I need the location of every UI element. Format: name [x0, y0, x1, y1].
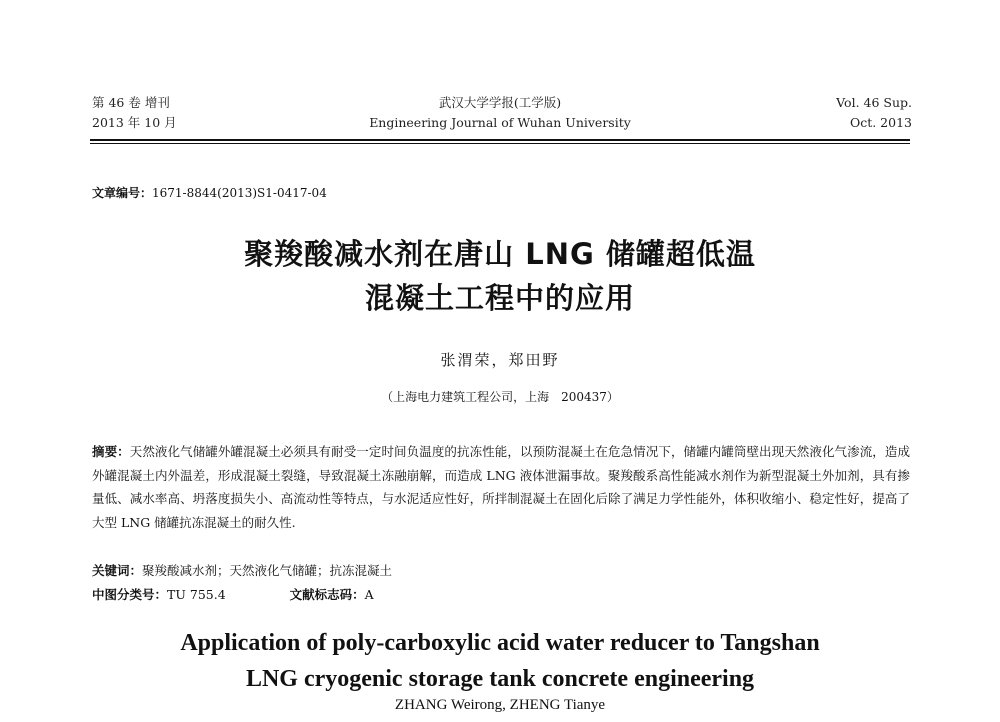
date-cn: 2013 年 10 月: [92, 115, 177, 130]
keywords: [92, 561, 392, 579]
article-number-value: 1671-8844(2013)S1-0417-04: [152, 186, 327, 200]
abstract-text: 天然液化气储罐外罐混凝土必须具有耐受一定时间负温度的抗冻性能，以预防混凝土在危急情况下，储罐内罐筒壁出现天然液化气渗流，造成外罐混凝土内外温差，形成混凝土裂缝，导致混凝土冻融崩解，而造成 LNG 液体泄漏事故。聚羧酸系高性能减水剂作为新型混凝土外加剂，具有掺量低、减水率高、坍落度损失小、高流动性等特点，与水泥适应性好，所拌制混凝土在固化后除了满足力学性能外，体积收缩小、稳定性好，提高了大型 LNG 储罐抗冻混凝土的耐久性.: [92, 444, 910, 530]
doc-code-label: 文献标志码：: [289, 587, 365, 602]
affiliation-cn: （上海电力建筑工程公司，上海 200437）: [381, 390, 619, 404]
journal-name-cn: 武汉大学学报(工学版): [438, 95, 562, 110]
abstract-label: 摘要：: [92, 444, 130, 459]
keywords-label: 关键词：: [92, 563, 143, 578]
title-en: [0, 625, 1000, 697]
header-left: [92, 93, 177, 133]
title-cn-line1: 聚羧酸减水剂在唐山 LNG 储罐超低温: [244, 237, 756, 271]
title-cn-line2: 混凝土工程中的应用: [364, 281, 635, 315]
title-cn: [0, 232, 1000, 320]
journal-name-en: Engineering Journal of Wuhan University: [369, 115, 631, 130]
header-rule-thin: [90, 143, 910, 144]
volume-en: Vol. 46 Sup.: [836, 95, 912, 110]
header-right: [836, 93, 912, 133]
doc-code-value: A: [364, 587, 374, 602]
clc-value: TU 755.4: [167, 587, 226, 602]
date-en: Oct. 2013: [849, 115, 912, 130]
authors-cn: 张渭荣，郑田野: [440, 351, 560, 369]
title-en-line1: Application of poly-carboxylic acid water reducer to Tangshan: [180, 630, 820, 656]
article-number: [92, 184, 327, 201]
classification: [92, 585, 374, 603]
authors-en: ZHANG Weirong, ZHENG Tianye: [394, 697, 606, 713]
volume-cn: 第 46 卷 增刊: [92, 95, 170, 110]
abstract: [92, 440, 910, 534]
article-number-label: 文章编号：: [92, 186, 153, 200]
clc-label: 中图分类号：: [92, 587, 168, 602]
header-center: [300, 93, 700, 133]
header-rule-thick: [90, 139, 910, 141]
title-en-line2: LNG cryogenic storage tank concrete engineering: [245, 666, 755, 692]
keywords-text: 聚羧酸减水剂；天然液化气储罐；抗冻混凝土: [142, 563, 393, 578]
